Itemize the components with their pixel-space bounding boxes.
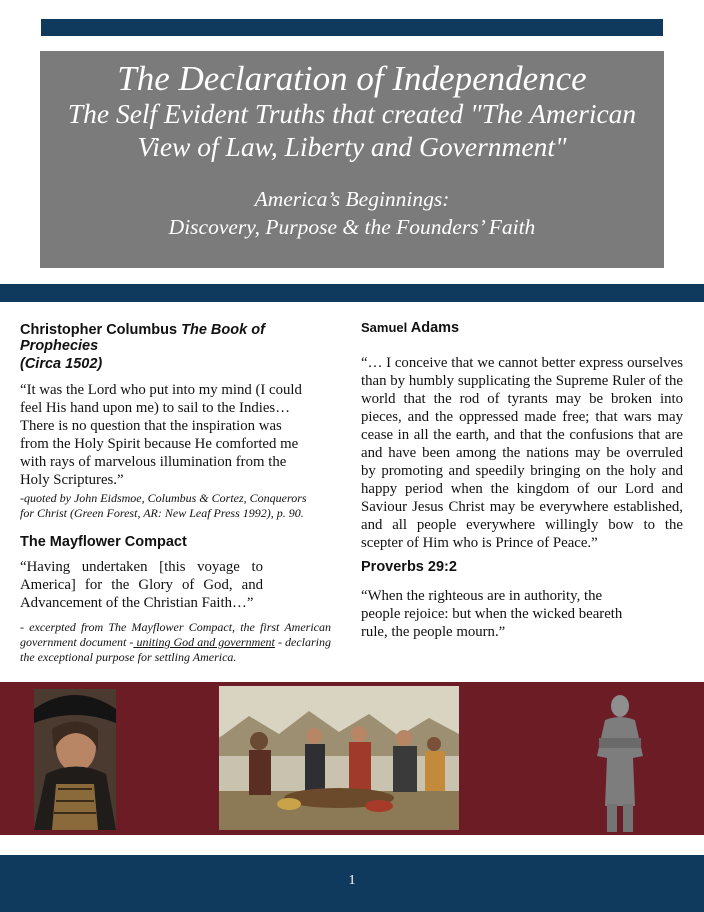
beginnings-line-2: Discovery, Purpose & the Founders’ Faith (168, 215, 536, 239)
beginnings-line-1: America’s Beginnings: (254, 187, 450, 211)
right-column (361, 320, 683, 641)
columbus-circa: (Circa 1502) (20, 356, 103, 372)
mayflower-quote: “Having undertaken [this voyage to America] for the Glory of God, and Advancement of the Christian Faith…” (20, 559, 263, 611)
mayflower-cite-part2: - declaring the exceptional purpose for settling America. (20, 635, 331, 664)
middle-navy-bar (0, 284, 704, 302)
mayflower-citation (20, 620, 331, 665)
top-navy-bar (41, 19, 663, 36)
adams-heading (361, 320, 683, 336)
left-column (20, 322, 332, 665)
subtitle-line-2: View of Law, Liberty and Government" (137, 131, 567, 162)
samuel-adams-statue-image (585, 686, 655, 835)
page-number: 1 (348, 873, 356, 888)
columbus-name: Christopher Columbus (20, 322, 178, 338)
columbus-portrait-image (34, 689, 116, 830)
mayflower-heading: The Mayflower Compact (20, 534, 187, 550)
columbus-book: The Book of Prophecies (20, 322, 265, 354)
mayflower-cite-underlined: uniting God and government (133, 635, 275, 649)
title-box (40, 51, 664, 268)
page-title: The Declaration of Independence (117, 59, 587, 98)
image-band (0, 682, 704, 835)
adams-quote: “… I conceive that we cannot better express ourselves than by humbly supplicating the Supreme Ruler of the world that the rod of tyrants may be broken into pieces, and the oppressed made free; that wars may cease in all the earth, and that the confusions that are and have been among the nations may be overruled by promoting and speedily bringing on the holy and happy period when the kingdom of our Lord and Saviour Jesus Christ may be everywhere established, and all people everywhere willingly bow to the scepter of Him who is Prince of Peace.” (361, 355, 683, 551)
proverbs-heading: Proverbs 29:2 (361, 559, 457, 575)
mayflower-cite-part1: - excerpted from The Mayflower Compact, the first American government document - (20, 620, 331, 649)
adams-last: Adams (410, 320, 460, 336)
columbus-citation: -quoted by John Eidsmoe, Columbus & Cortez, Conquerors for Christ (Green Forest, AR: New Leaf Press 1992), p. 90. (20, 491, 307, 520)
subtitle-line-1: The Self Evident Truths that created "The American (67, 98, 637, 129)
footer-bar (0, 855, 704, 912)
proverbs-quote: “When the righteous are in authority, the people rejoice: but when the wicked beareth rule, the people mourn.” (361, 588, 623, 640)
adams-first: Samuel (361, 320, 408, 335)
columbus-quote: “It was the Lord who put into my mind (I could feel His hand upon me) to sail to the Indies… There is no question that the inspiration was from the Holy Spirit because He comforted me with rays of marvelous illumination from the Holy Scriptures.” (20, 382, 302, 488)
first-thanksgiving-painting-image (219, 686, 459, 830)
columbus-heading (20, 322, 332, 354)
